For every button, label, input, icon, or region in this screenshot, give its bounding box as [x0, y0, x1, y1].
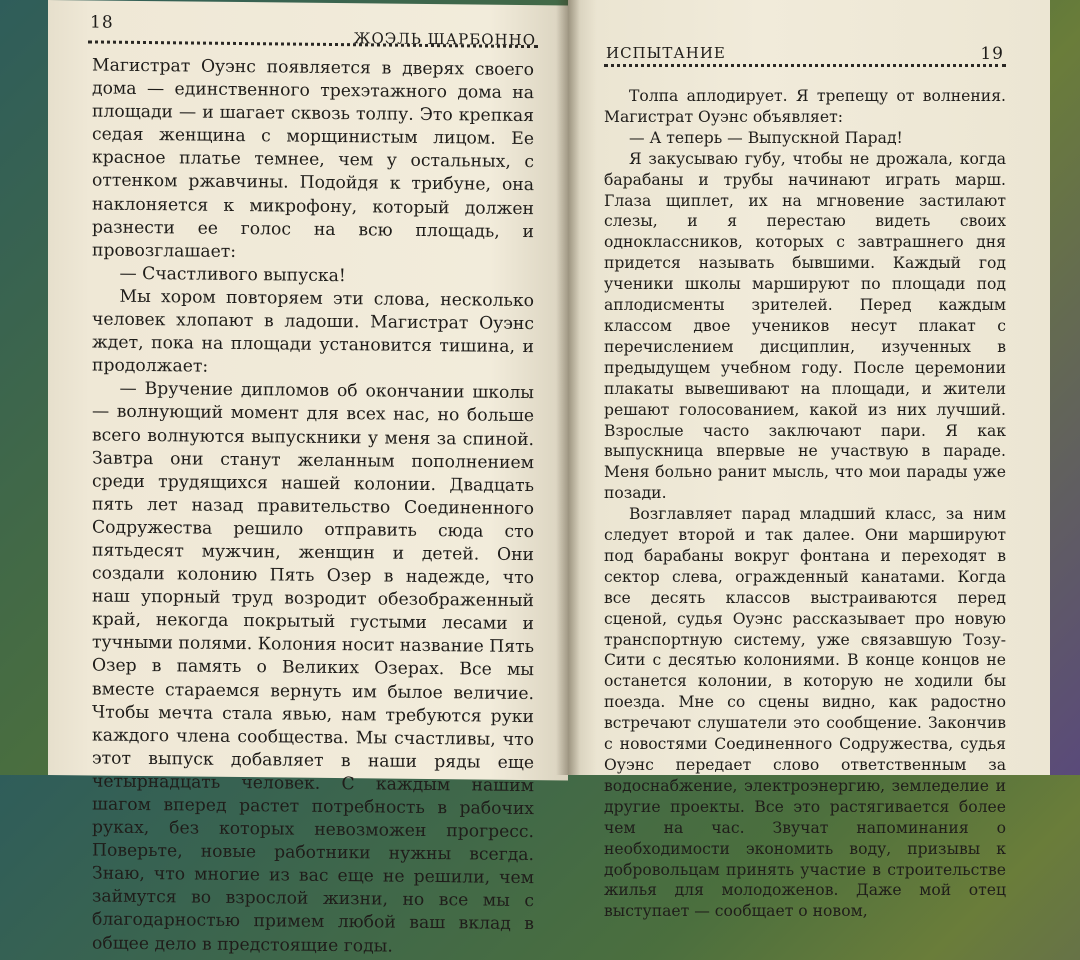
- paragraph: Возглавляет парад младший класс, за ним следует второй и так далее. Они маршируют под барабаны вокруг фонтана и переходят в сектор слева, огражденный канатами. Когда все десять классов выстраиваются перед сценой, судья Оуэнс рассказывает про новую транспортную систему, уже связавшую Тозу-Сити с десятью колониями. В конце концов не останется колонии, в которую не ходили бы поезда. Мне со сцены видно, как радостно встречают слушатели это сообщение. Закончив с новостями Соединенного Содружества, судья Оуэнс передает слово ответственным за водоснабжение, электроэнергию, земледелие и другие проекты. Все это растягивается более чем на час. Звучат напоминания о необходимости экономить воду, призывы к добровольцам принять участие в строительстве жилья для молодоженов. Даже мой отец выступает — сообщает о новом,: [604, 505, 1006, 921]
- right-page: [568, 0, 1050, 921]
- page-number-left: 18: [90, 12, 114, 33]
- author-name-header: ЖОЭЛЬ ШАРБОННО: [353, 29, 536, 50]
- book-gutter-shadow: [556, 0, 580, 775]
- paragraph: — Счастливого выпуска!: [119, 263, 346, 286]
- paragraph: — Вручение дипломов об окончании школы — волнующий момент для всех нас, но больше всего волнуются выпускники у меня за спиной. Завтра они станут желанным пополнением среди трудящихся нашей колонии. Двадцать пять лет назад правительство Соединенного Содружества решило отправить сюда сто пятьдесят мужчин, женщин и детей. Они создали колонию Пять Озер в надежде, что наш упорный труд возродит обезображенный край, некогда покрытый густыми лесами и тучными полями. Колония носит название Пять Озер в память о Великих Озерах. Все мы вместе стараемся вернуть им былое величие. Чтобы мечта стала явью, нам требуются руки каждого члена сообщества. Мы счастливы, что этот выпуск добавляет в наши ряды еще четырнадцать человек. С каждым нашим шагом вперед растет потребность в рабочих руках, без которых невозможен прогресс. Поверьте, новые работники нужны всегда. Знаю, что многие из вас еще не решили, чем займутся во взрослой жизни, но все мы с благодарностью примем любой ваш вклад в общее дело в предстоящие годы.: [92, 379, 534, 957]
- paragraph: Магистрат Оуэнс появляется в дверях своего дома — единственного трехэтажного дома на площади — и шагает сквозь толпу. Это крепкая седая женщина с морщинистым лицом. Ее красное платье темнее, чем у остальных, с оттенком ржавчины. Подойдя к трибуне, она наклоняется к микрофону, который должен разнести ее голос на всю площадь, и провозглашает:: [92, 55, 534, 262]
- header-dotted-rule: [604, 64, 1006, 67]
- left-page-body: [92, 54, 534, 959]
- chapter-title-header: ИСПЫТАНИЕ: [606, 44, 726, 62]
- page-number-right: 19: [980, 44, 1004, 64]
- paragraph: Толпа аплодирует. Я трепещу от волнения. Магистрат Оуэнс объявляет:: [604, 87, 1006, 126]
- left-page: [48, 0, 568, 957]
- right-page-body: [604, 86, 1006, 922]
- paragraph: Я закусываю губу, чтобы не дрожала, когда барабаны и трубы начинают играть марш. Глаза щиплет, их на мгновение застилают слезы, и я перестаю видеть своих одноклассников, которых с завтрашнего дня придется называть бывшими. Каждый год ученики школы маршируют по площади под аплодисменты зрителей. Перед каждым классом двое учеников несут плакат с перечислением дисциплин, изученных в предыдущем учебном году. После церемонии плакаты вывешивают на площади, и жители решают голосованием, какой из них лучший. Взрослые часто заключают пари. Я как выпускница впервые не участвую в параде. Меня больно ранит мысль, что мои парады уже позади.: [604, 149, 1006, 503]
- paragraph: Мы хором повторяем эти слова, несколько человек хлопают в ладоши. Магистрат Оуэнс ждет, пока на площади установится тишина, и продолжает:: [92, 286, 534, 377]
- left-running-head: [88, 10, 538, 50]
- paragraph: — А теперь — Выпускной Парад!: [628, 128, 903, 147]
